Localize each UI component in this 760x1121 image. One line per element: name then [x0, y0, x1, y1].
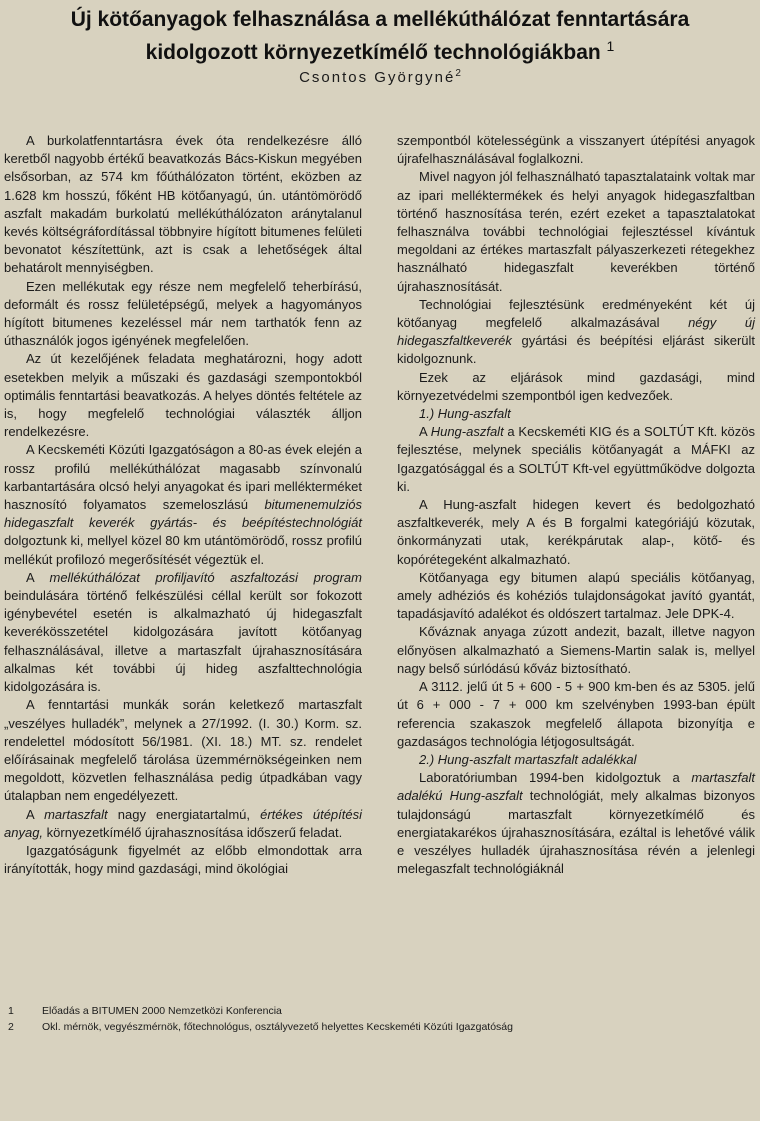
paragraph: Ezek az eljárások mind gazdasági, mind környezetvédelmi szempontból igen kedvezőek.	[397, 369, 755, 403]
footnote-number: 1	[8, 1005, 14, 1017]
left-column	[4, 132, 362, 878]
paragraph: Ezen mellékutak egy része nem megfelelő teherbírású, deformált és rossz felületépségű, melyek a hagyományos hígított bitumenes kezeléssel már nem tarthatók fenn az úthasználók jogos igényének megfelelően.	[4, 278, 362, 349]
paragraph: Az út kezelőjének feladata meghatározni, hogy adott esetekben melyik a műszaki és gazdasági szempontokból optimális fenntartási beavatkozás. A helyes döntés feltétele az is, hogy megfelelő technológiai választék álljon rendelkezésre.	[4, 351, 362, 440]
footnote-number: 2	[8, 1021, 14, 1033]
paragraph: Technológiai fejlesztésünk eredményeként két új kötőanyag megfelelő alkalmazásával négy új hidegaszfaltkeverék gyártási és beépítési eljárást sikerült kidolgoznunk.	[397, 296, 755, 367]
footnote-text: Okl. mérnök, vegyészmérnök, főtechnológus, osztályvezető helyettes Kecskeméti Közúti Igazgatóság	[42, 1021, 513, 1033]
right-column	[397, 132, 755, 878]
paragraph: Kötőanyaga egy bitumen alapú speciális kötőanyag, amely adhéziós és kohéziós tulajdonságokat javító gyantát, tapadásjavító adalékot és oldószert tartalmaz. Jele DPK-4.	[397, 569, 755, 622]
footnote-text: Előadás a BITUMEN 2000 Nemzetközi Konferencia	[42, 1005, 282, 1017]
paragraph: Igazgatóságunk figyelmét az előbb elmondottak arra irányították, hogy mind gazdasági, mind ökológiai	[4, 842, 362, 877]
author-footnote-mark: 2	[455, 68, 461, 79]
article-title	[20, 6, 740, 66]
paragraph: szempontból kötelességünk a visszanyert útépítési anyagok újrafelhasználásával foglalkozni.	[397, 133, 755, 167]
paragraph: A fenntartási munkák során keletkező martaszfalt „veszélyes hulladék”, melynek a 27/1992. (I. 30.) Korm. sz. rendelettel módosított 56/1981. (XI. 18.) MT. sz. rendelet előírásainak megfelelő tárolása üzemmérnökségeinken nem megoldott, közvetlen felhasználása pedig útpadkában vagy útalapban nem engedélyezett.	[4, 697, 362, 804]
footnote	[8, 1003, 748, 1019]
title-line-2: kidolgozott környezetkímélő technológiákban $^1$	[145, 38, 615, 64]
paragraph: A martaszfalt nagy energiatartalmú, értékes útépítési anyag, környezetkímélő újrahasznosítása időszerű feladat.	[4, 806, 362, 840]
paragraph: A mellékúthálózat profiljavító aszfaltozási program beindulására történő felkészülési céllal került sor fokozott igénybevétel esetén is alkalmazható új hidegaszfalt keverékösszetétel kidolgozására javított kötőanyag felhasználásával, illetve a martaszfalt újrahasznosítására alkalmas két további új hideg aszfalttechnológia kidolgozására is.	[4, 569, 362, 695]
paragraph: Kőváznak anyaga zúzott andezit, bazalt, illetve nagyon előnyösen alkalmazható a Siemens-Martin salak is, mellyel nagy belső súrlódású kőváz biztosítható.	[397, 624, 755, 676]
section-heading: 2.) Hung-aszfalt martaszfalt adalékkal	[419, 751, 637, 767]
section-heading: 1.) Hung-aszfalt	[419, 406, 511, 422]
paragraph: A Kecskeméti Közúti Igazgatóságon a 80-as évek elején a rossz profilú mellékúthálózat magasabb színvonalú karbantartására olcsó helyi anyagokat és ipari mellékterméket hasznosító folyamatos szemeloszlású bitumenemulziós hidegaszfalt keverék gyártás- és beépítéstechnológiát dolgoztunk ki, mellyel közel 80 km utántömörödő, rossz profilú mellékút profilozó megerősítését végeztük el.	[4, 442, 362, 567]
paragraph: A Hung-aszfalt hidegen kevert és bedolgozható aszfaltkeverék, mely A és B forgalmi kategóriájú közutak, önkormányzati utak, kerékpárutak alap-, kötő- és kopórétegeként alkalmazható.	[397, 497, 755, 567]
title-footnote-mark: 1	[606, 38, 615, 54]
paragraph: A burkolatfenntartásra évek óta rendelkezésre álló keretből nagyobb értékű beavatkozás Bács-Kiskun megyében elsősorban, az 574 km főúthálózaton történt, eközben az 1.628 km hosszú, főként HB kötőanyagú, ún. utántömörödő aszfalt makadám burkolatú mellékúthálózaton aránytalanul kevés költségráfordítással többnyire hígított bitumenes felületi bevonatot készítettünk, azt is csak a lehetőségek által behatárolt mennyiségben.	[4, 133, 362, 276]
paragraph: Mivel nagyon jól felhasználható tapasztalataink voltak mar az ipari melléktermékek és helyi anyagok hidegaszfaltban történő hasznosítása terén, ezért ezeket a tapasztalatokat felhasználva további technológiai fejlesztéssel kívántuk megoldani az értékes martaszfalt pályaszerkezeti rétegekhez használható hidegaszfalt keverékben történő újrahasznosítását.	[397, 169, 755, 294]
paragraph: A 3112. jelű út 5 + 600 - 5 + 900 km-ben és az 5305. jelű út 6 + 000 - 7 + 000 km szelvényben 1993-ban épült referencia szakaszok megfelelő állapota bizonyítja e gazdaságos technológia létjogosultságát.	[397, 679, 755, 749]
footnotes	[8, 1003, 748, 1035]
footnote	[8, 1019, 748, 1035]
paragraph: Laboratóriumban 1994-ben kidolgoztuk a martaszfalt adalékú Hung-aszfalt technológiát, mely alkalmas bizonyos tulajdonságú martaszfalt környezetkímélő és energiatakarékos újrahasznosítására, ezáltal is lehetővé válik e veszélyes hulladék újrahasznosítása révén a jelenlegi melegaszfalt technológiáknál	[397, 770, 755, 877]
paragraph: A Hung-aszfalt a Kecskeméti KIG és a SOLTÚT Kft. közös fejlesztése, melynek speciális kötőanyagát a MÁFKI az Igazgatósággal és a SOLTÚT Kft-vel együttműködve dolgozta ki.	[397, 424, 755, 494]
author-name: Csontos Györgyné	[299, 69, 456, 86]
title-line-1: Új kötőanyagok felhasználása a mellékúthálózat fenntartására	[70, 8, 690, 31]
author	[20, 68, 740, 86]
